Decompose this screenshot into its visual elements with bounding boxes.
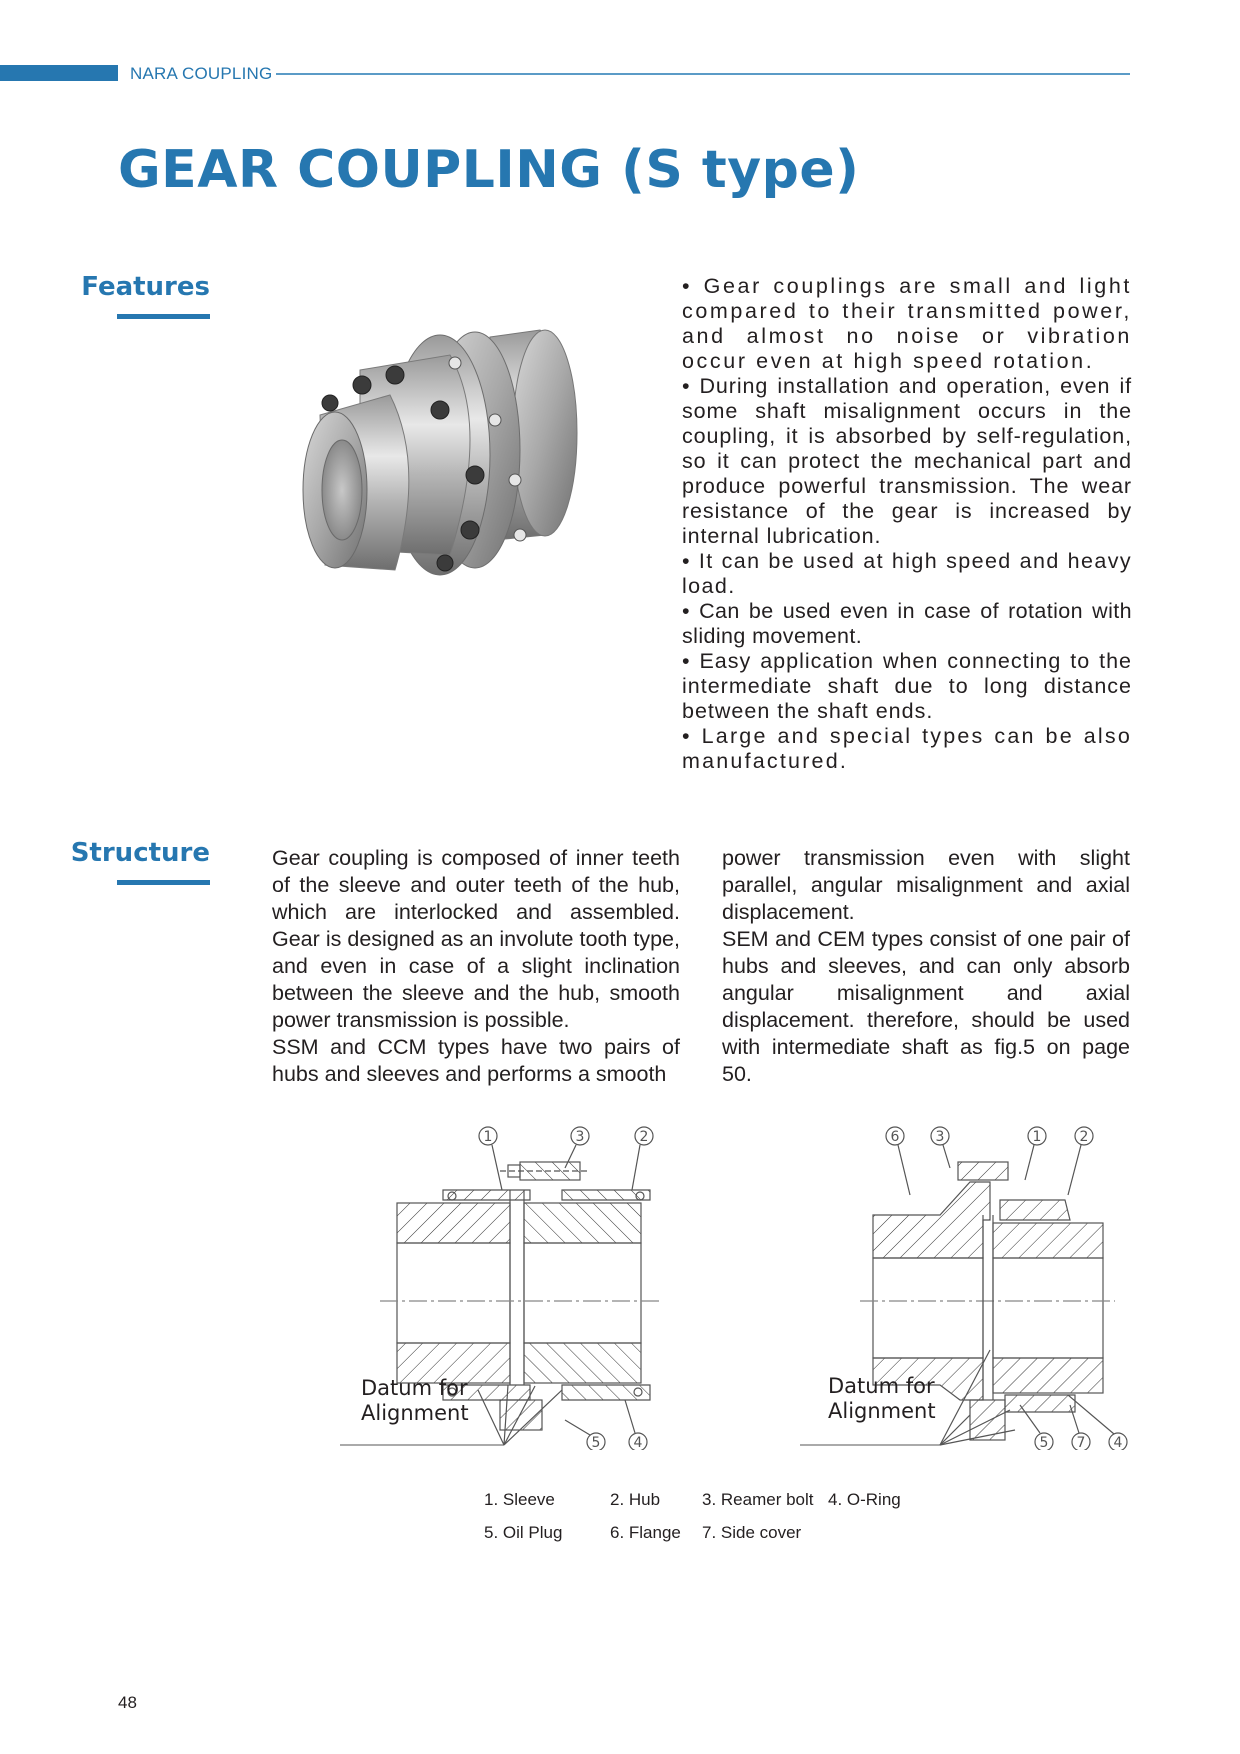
datum-text: Alignment	[828, 1399, 936, 1423]
legend-item: 3. Reamer bolt	[702, 1490, 814, 1509]
feature-bullet: • Large and special types can be also manufactured.	[682, 724, 1132, 773]
datum-label-left	[361, 1376, 469, 1426]
feature-bullet: • It can be used at high speed and heavy load.	[682, 549, 1132, 598]
legend-item: 1. Sleeve	[484, 1490, 555, 1509]
callout-label: 3	[935, 1129, 945, 1145]
callout-label: 2	[1079, 1129, 1089, 1145]
feature-bullet: • Gear couplings are small and light compared to their transmitted power, and almost no noise or vibration occur even at high speed rotation.	[682, 274, 1132, 373]
callout-label: 7	[1076, 1435, 1086, 1450]
datum-text: Alignment	[361, 1401, 469, 1425]
page-number: 48	[118, 1693, 137, 1712]
feature-bullet: • Can be used even in case of rotation with sliding movement.	[682, 599, 1132, 648]
legend-item: 7. Side cover	[702, 1523, 802, 1542]
structure-text-col1	[272, 845, 680, 1088]
page-title: GEAR COUPLING (S type)	[118, 140, 860, 200]
structure-paragraph: power transmission even with slight parallel, angular misalignment and axial displacement.	[722, 846, 1130, 924]
structure-underline	[117, 880, 210, 885]
callout-label: 1	[1032, 1129, 1042, 1145]
legend-item: 4. O-Ring	[828, 1490, 901, 1509]
callout-label: 6	[890, 1129, 900, 1145]
datum-label-right	[828, 1374, 936, 1424]
legend-item: 5. Oil Plug	[484, 1523, 563, 1542]
structure-paragraph: SSM and CCM types have two pairs of hubs and sleeves and performs a smooth	[272, 1035, 680, 1086]
callout-label: 1	[483, 1129, 493, 1145]
header-rule	[276, 73, 1130, 75]
callout-label: 2	[639, 1129, 649, 1145]
structure-paragraph: Gear coupling is composed of inner teeth of the sleeve and outer teeth of the hub, which are interlocked and assembled. Gear is designed as an involute tooth type, and even in case of a slight inclination between the sleeve and the hub, smooth power transmission is possible.	[272, 846, 680, 1032]
features-text	[682, 274, 1132, 774]
feature-bullet: • Easy application when connecting to the intermediate shaft due to long distance between the shaft ends.	[682, 649, 1132, 723]
structure-paragraph: SEM and CEM types consist of one pair of hubs and sleeves, and can only absorb angular misalignment and axial displacement. therefore, should be used with intermediate shaft as fig.5 on page 50.	[722, 927, 1130, 1086]
datum-text: Datum for	[361, 1376, 468, 1400]
callout-label: 4	[1113, 1435, 1123, 1450]
header-accent-bar	[0, 65, 118, 81]
gear-coupling-render-icon	[300, 325, 600, 580]
callout-label: 5	[1039, 1435, 1049, 1450]
features-heading: Features	[81, 272, 210, 302]
callout-label: 3	[575, 1129, 585, 1145]
features-underline	[117, 314, 210, 319]
feature-bullet: • During installation and operation, even if some shaft misalignment occurs in the coupling, it is absorbed by self-regulation, so it can protect the mechanical part and produce powerful transmission. The wear resistance of the gear is increased by internal lubrication.	[682, 374, 1132, 548]
structure-text-col2	[722, 845, 1130, 1088]
callout-label: 4	[633, 1435, 643, 1450]
callout-label: 5	[591, 1435, 601, 1450]
structure-heading: Structure	[70, 838, 210, 868]
legend-item: 2. Hub	[610, 1490, 661, 1509]
gear-coupling-image	[300, 325, 600, 580]
legend-item: 6. Flange	[610, 1523, 681, 1542]
datum-text: Datum for	[828, 1374, 935, 1398]
header-brand: NARA COUPLING	[130, 64, 273, 83]
